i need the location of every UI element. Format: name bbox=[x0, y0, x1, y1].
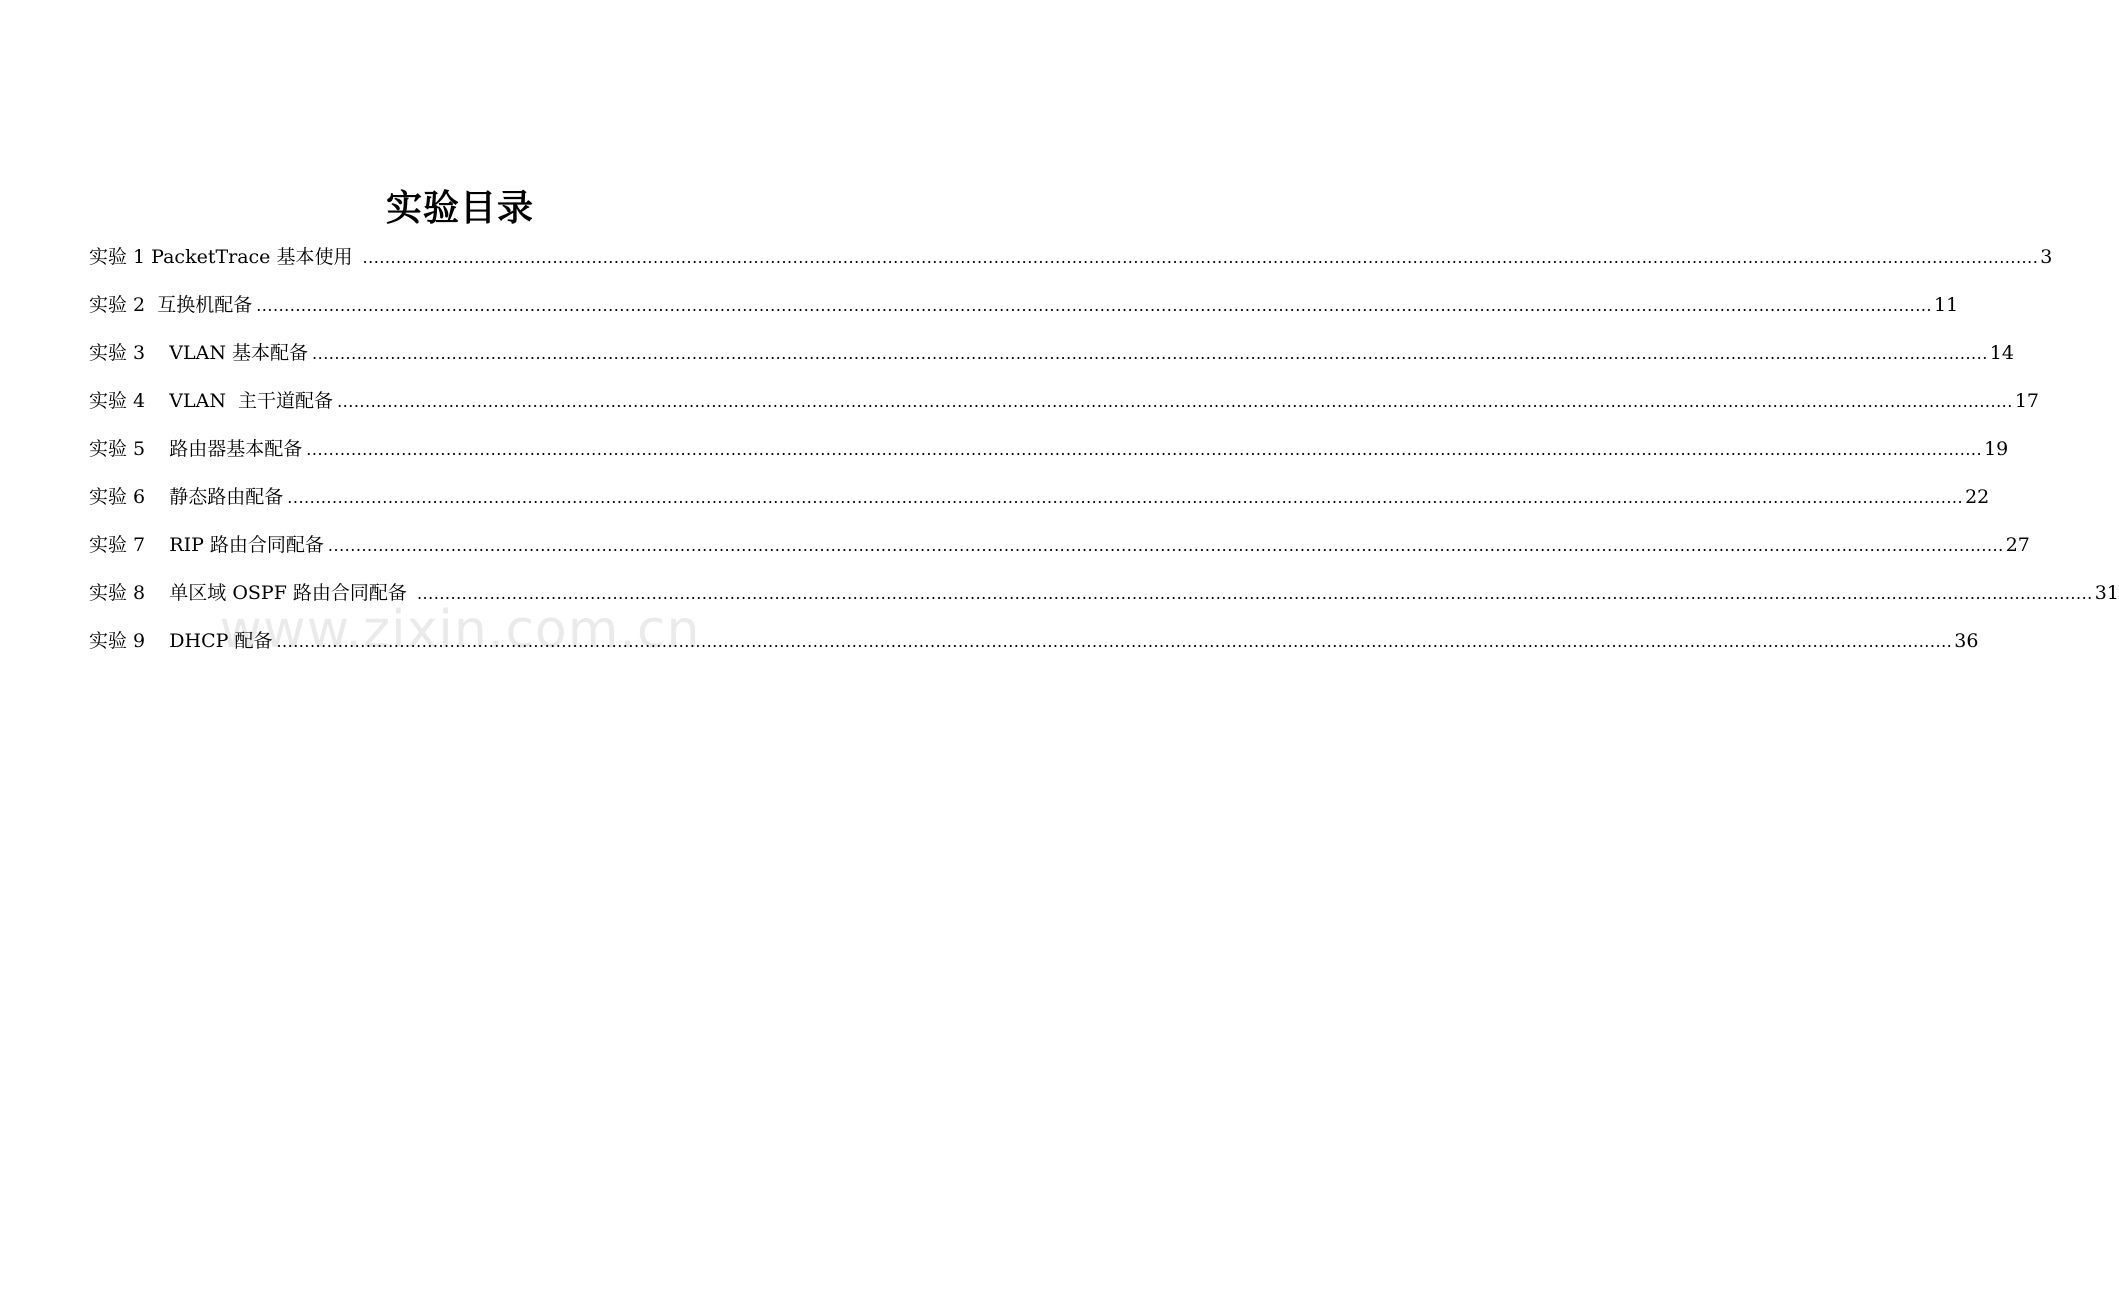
toc-entry-page: 27 bbox=[2005, 534, 2030, 556]
toc-entry-label: 实验 7 RIP 路由合同配备 bbox=[89, 534, 324, 556]
toc-entry[interactable] bbox=[89, 288, 1959, 336]
page-title: 实验目录 bbox=[385, 187, 534, 230]
toc-entry-label: 实验 4 VLAN 主干道配备 bbox=[89, 390, 334, 412]
toc-entry-label: 实验 3 VLAN 基本配备 bbox=[89, 342, 309, 364]
dot-leader: ............................................................................................................................................................................................................................................................................................................ bbox=[362, 248, 2039, 267]
toc-entry-label: 实验 1 PacketTrace 基本使用 bbox=[89, 246, 359, 268]
toc-entry-page: 19 bbox=[1984, 438, 2009, 460]
dot-leader: ............................................................................................................................................................................................................................................................................................................ bbox=[276, 632, 1953, 651]
dot-leader: ............................................................................................................................................................................................................................................................................................................ bbox=[287, 488, 1964, 507]
toc-entry-page: 11 bbox=[1934, 294, 1959, 316]
toc-entry-label: 实验 8 单区域 OSPF 路由合同配备 bbox=[89, 582, 413, 604]
toc-entry[interactable] bbox=[89, 480, 1990, 528]
toc-entry[interactable] bbox=[89, 384, 2040, 432]
toc-entry-label: 实验 9 DHCP 配备 bbox=[89, 630, 273, 652]
toc-entry-page: 14 bbox=[1989, 342, 2014, 364]
dot-leader: ............................................................................................................................................................................................................................................................................................................ bbox=[312, 344, 1988, 363]
toc-entry-label: 实验 2 互换机配备 bbox=[89, 294, 253, 316]
watermark: www.zixin.com.cn bbox=[219, 600, 701, 660]
toc-entry[interactable] bbox=[89, 576, 2119, 624]
toc-entry[interactable] bbox=[89, 528, 2030, 576]
toc-entry-page: 17 bbox=[2014, 390, 2040, 412]
toc-entry-page: 3 bbox=[2040, 246, 2053, 268]
toc-entry[interactable] bbox=[89, 336, 2014, 384]
dot-leader: ............................................................................................................................................................................................................................................................................................................ bbox=[306, 440, 1983, 459]
dot-leader: ............................................................................................................................................................................................................................................................................................................ bbox=[337, 392, 2013, 411]
dot-leader: ............................................................................................................................................................................................................................................................................................................ bbox=[256, 296, 1932, 315]
dot-leader: ............................................................................................................................................................................................................................................................................................................ bbox=[416, 584, 2093, 603]
toc-entry[interactable] bbox=[89, 240, 2053, 288]
table-of-contents bbox=[89, 240, 2119, 672]
toc-entry-page: 31 bbox=[2094, 582, 2119, 604]
toc-entry-label: 实验 5 路由器基本配备 bbox=[89, 438, 303, 460]
toc-entry-page: 22 bbox=[1965, 486, 1990, 508]
dot-leader: ............................................................................................................................................................................................................................................................................................................ bbox=[327, 536, 2004, 555]
toc-entry[interactable] bbox=[89, 624, 1979, 672]
toc-entry-page: 36 bbox=[1954, 630, 1979, 652]
toc-entry[interactable] bbox=[89, 432, 2009, 480]
toc-entry-label: 实验 6 静态路由配备 bbox=[89, 486, 284, 508]
